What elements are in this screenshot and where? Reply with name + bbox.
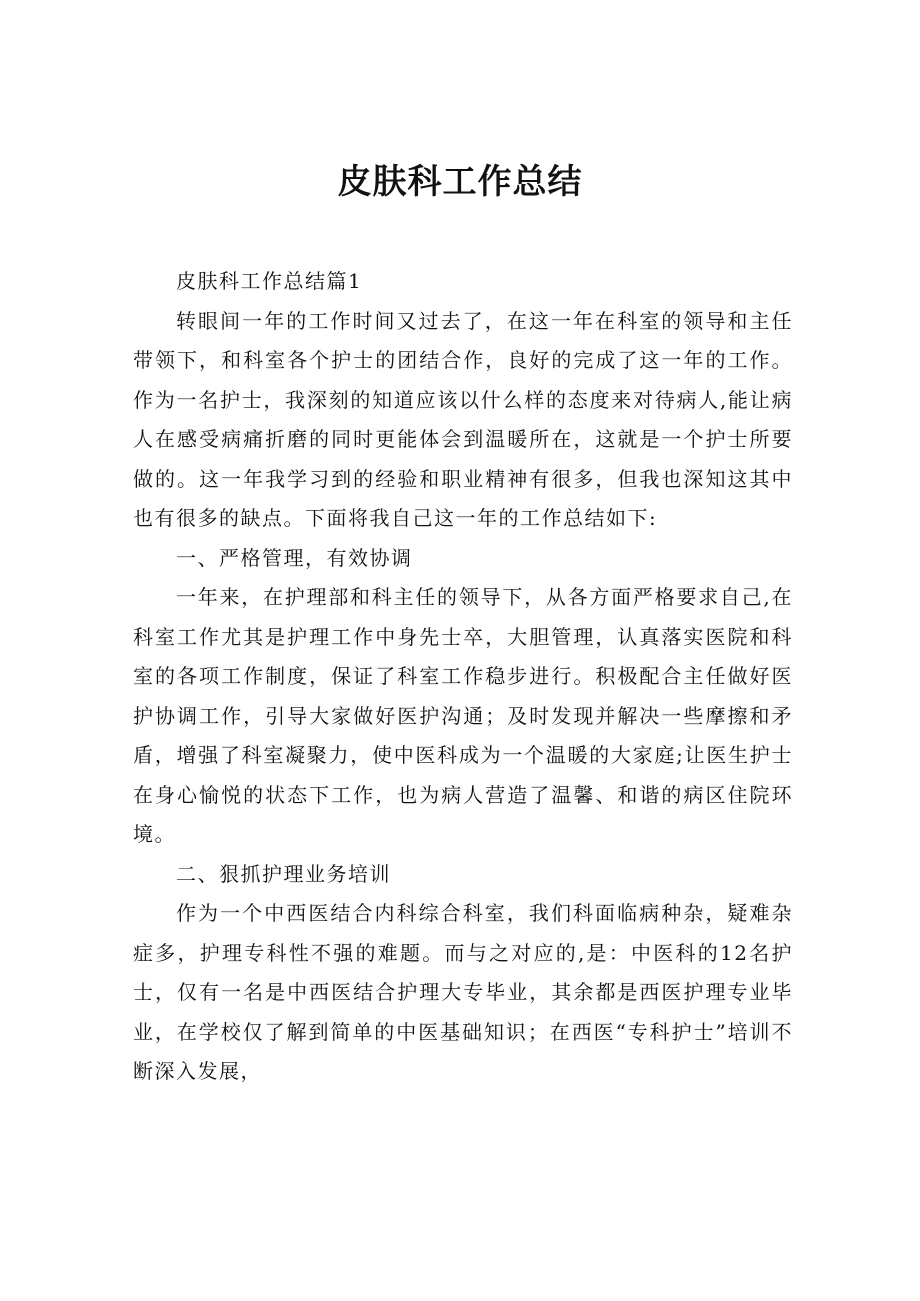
management-paragraph: 一年来，在护理部和科主任的领导下，从各方面严格要求自己,在科室工作尤其是护理工作中身先士卒，大胆管理，认真落实医院和科室的各项工作制度，保证了科室工作稳步进行。积极配合主任做好医护协调工作，引导大家做好医护沟通；及时发现并解决一些摩擦和矛盾，增强了科室凝聚力，使中医科成为一个温暖的大家庭;让医生护士在身心愉悦的状态下工作，也为病人营造了温馨、和谐的病区住院环境。 <box>133 585 793 846</box>
document-body <box>133 262 793 1092</box>
section-heading-training: 二、狠抓护理业务培训 <box>176 861 391 886</box>
training-paragraph: 作为一个中西医结合内科综合科室，我们科面临病种杂，疑难杂症多，护理专科性不强的难题。而与之对应的,是：中医科的12名护士，仅有一名是中西医结合护理大专毕业，其余都是西医护理专业毕业，在学校仅了解到简单的中医基础知识；在西医“专科护士”培训不断深入发展， <box>133 901 793 1083</box>
page-title: 皮肤科工作总结 <box>337 162 583 202</box>
intro-paragraph: 转眼间一年的工作时间又过去了，在这一年在科室的领导和主任带领下，和科室各个护士的团结合作，良好的完成了这一年的工作。作为一名护士，我深刻的知道应该以什么样的态度来对待病人,能让病人在感受病痛折磨的同时更能体会到温暖所在，这就是一个护士所要做的。这一年我学习到的经验和职业精神有很多，但我也深知这其中也有很多的缺点。下面将我自己这一年的工作总结如下: <box>133 308 793 530</box>
section-title: 皮肤科工作总结篇1 <box>176 269 363 293</box>
section-heading-management: 一、严格管理，有效协调 <box>176 545 413 570</box>
